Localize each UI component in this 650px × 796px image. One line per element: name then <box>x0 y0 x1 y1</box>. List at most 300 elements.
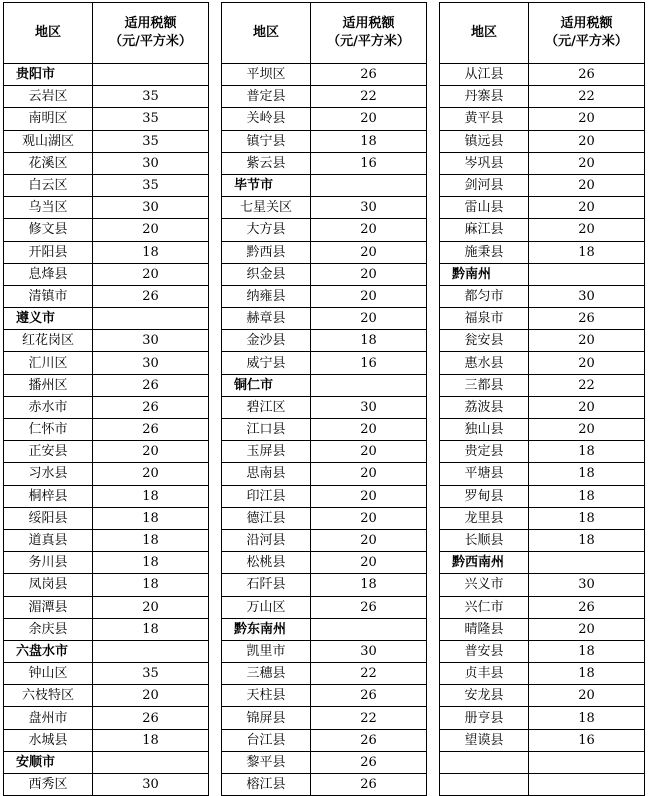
region-cell: 余庆县 <box>4 618 93 640</box>
table-row <box>222 285 427 307</box>
group-header-row <box>222 174 427 196</box>
region-cell: 施秉县 <box>440 241 529 263</box>
region-cell: 正安县 <box>4 441 93 463</box>
region-cell: 修文县 <box>4 219 93 241</box>
table-row <box>4 330 209 352</box>
table-row <box>440 86 645 108</box>
table-row <box>4 374 209 396</box>
rate-cell: 20 <box>529 618 645 640</box>
rate-cell: 26 <box>93 374 209 396</box>
rate-cell: 20 <box>311 219 427 241</box>
table-row <box>222 308 427 330</box>
header-region: 地区 <box>4 3 93 64</box>
rate-cell: 20 <box>93 219 209 241</box>
region-cell: 息烽县 <box>4 263 93 285</box>
table-row <box>4 219 209 241</box>
rate-cell: 20 <box>529 396 645 418</box>
rate-cell: 18 <box>529 707 645 729</box>
region-cell: 赫章县 <box>222 308 311 330</box>
region-cell: 绥阳县 <box>4 507 93 529</box>
header-rate <box>93 3 209 64</box>
rate-cell: 35 <box>93 174 209 196</box>
table-row <box>440 485 645 507</box>
table-panel-1 <box>3 2 209 796</box>
rate-cell: 18 <box>311 330 427 352</box>
region-cell: 赤水市 <box>4 396 93 418</box>
region-cell <box>440 751 529 773</box>
rate-cell: 20 <box>93 263 209 285</box>
table-row <box>4 130 209 152</box>
table-row <box>222 441 427 463</box>
group-header-row <box>440 552 645 574</box>
table-row <box>222 485 427 507</box>
table-row <box>4 596 209 618</box>
region-cell: 兴仁市 <box>440 596 529 618</box>
table-row <box>440 463 645 485</box>
region-cell: 丹寨县 <box>440 86 529 108</box>
region-cell: 贞丰县 <box>440 663 529 685</box>
rate-cell: 18 <box>529 507 645 529</box>
rate-cell <box>93 751 209 773</box>
table-row <box>440 352 645 374</box>
city-name-cell: 安顺市 <box>4 751 93 773</box>
region-cell: 金沙县 <box>222 330 311 352</box>
rate-cell: 35 <box>93 108 209 130</box>
table-row <box>440 241 645 263</box>
region-cell: 务川县 <box>4 552 93 574</box>
table-row <box>440 197 645 219</box>
region-cell: 湄潭县 <box>4 596 93 618</box>
region-cell: 瓮安县 <box>440 330 529 352</box>
table-row <box>4 729 209 751</box>
rate-cell: 26 <box>311 729 427 751</box>
rate-cell: 20 <box>529 197 645 219</box>
region-cell: 德江县 <box>222 507 311 529</box>
rate-cell: 18 <box>311 130 427 152</box>
region-cell: 观山湖区 <box>4 130 93 152</box>
table-row <box>4 618 209 640</box>
table-row <box>222 640 427 662</box>
rate-cell: 16 <box>529 729 645 751</box>
rate-cell: 18 <box>529 463 645 485</box>
city-name-cell: 毕节市 <box>222 174 311 196</box>
rate-cell <box>529 552 645 574</box>
header-rate <box>529 3 645 64</box>
region-cell: 仁怀市 <box>4 419 93 441</box>
tax-rate-table <box>3 2 209 796</box>
table-row <box>440 707 645 729</box>
header-rate-line1: 适用税额 <box>124 16 177 31</box>
region-cell: 剑河县 <box>440 174 529 196</box>
table-row <box>4 174 209 196</box>
rate-cell: 35 <box>93 86 209 108</box>
table-row <box>222 219 427 241</box>
rate-cell: 22 <box>311 707 427 729</box>
region-cell: 六枝特区 <box>4 685 93 707</box>
city-name-cell: 贵阳市 <box>4 64 93 86</box>
header-rate <box>311 3 427 64</box>
rate-cell: 20 <box>529 685 645 707</box>
table-row <box>222 529 427 551</box>
rate-cell: 18 <box>529 441 645 463</box>
table-row <box>4 241 209 263</box>
region-cell: 云岩区 <box>4 86 93 108</box>
rate-cell: 20 <box>93 596 209 618</box>
header-region: 地区 <box>440 3 529 64</box>
table-row <box>4 574 209 596</box>
rate-cell <box>311 374 427 396</box>
region-cell: 大方县 <box>222 219 311 241</box>
table-row <box>4 707 209 729</box>
rate-cell: 20 <box>529 152 645 174</box>
rate-cell <box>93 308 209 330</box>
table-row <box>222 774 427 796</box>
rate-cell: 26 <box>93 707 209 729</box>
region-cell: 碧江区 <box>222 396 311 418</box>
city-name-cell: 六盘水市 <box>4 640 93 662</box>
table-row <box>4 197 209 219</box>
rate-cell: 20 <box>311 441 427 463</box>
rate-cell: 20 <box>311 419 427 441</box>
table-row <box>222 685 427 707</box>
table-row <box>440 507 645 529</box>
rate-cell: 20 <box>311 263 427 285</box>
rate-cell: 18 <box>529 663 645 685</box>
rate-cell <box>311 174 427 196</box>
city-name-cell: 铜仁市 <box>222 374 311 396</box>
table-row <box>222 197 427 219</box>
table-row <box>440 419 645 441</box>
rate-cell: 30 <box>93 774 209 796</box>
region-cell: 龙里县 <box>440 507 529 529</box>
rate-cell: 26 <box>311 685 427 707</box>
table-row <box>222 419 427 441</box>
region-cell: 习水县 <box>4 463 93 485</box>
region-cell: 平坝区 <box>222 64 311 86</box>
rate-cell: 20 <box>529 352 645 374</box>
table-row <box>222 108 427 130</box>
region-cell: 望谟县 <box>440 729 529 751</box>
rate-cell: 22 <box>311 663 427 685</box>
region-cell: 水城县 <box>4 729 93 751</box>
region-cell: 都匀市 <box>440 285 529 307</box>
region-cell: 独山县 <box>440 419 529 441</box>
rate-cell: 18 <box>311 574 427 596</box>
header-rate-line2: （元/平方米） <box>109 34 192 49</box>
region-cell: 晴隆县 <box>440 618 529 640</box>
group-header-row <box>4 64 209 86</box>
table-row <box>222 130 427 152</box>
table-row <box>4 507 209 529</box>
region-cell: 播州区 <box>4 374 93 396</box>
city-name-cell: 黔东南州 <box>222 618 311 640</box>
region-cell: 平塘县 <box>440 463 529 485</box>
region-cell: 万山区 <box>222 596 311 618</box>
region-cell: 钟山区 <box>4 663 93 685</box>
group-header-row <box>4 640 209 662</box>
rate-cell: 16 <box>311 152 427 174</box>
rate-cell: 30 <box>93 152 209 174</box>
rate-cell: 18 <box>93 729 209 751</box>
region-cell: 普安县 <box>440 640 529 662</box>
table-row <box>4 152 209 174</box>
rate-cell: 20 <box>529 108 645 130</box>
rate-cell: 16 <box>311 352 427 374</box>
region-cell: 普定县 <box>222 86 311 108</box>
rate-cell: 20 <box>311 485 427 507</box>
region-cell: 玉屏县 <box>222 441 311 463</box>
region-cell <box>440 774 529 796</box>
city-name-cell: 黔南州 <box>440 263 529 285</box>
rate-cell: 20 <box>311 463 427 485</box>
table-row <box>222 751 427 773</box>
rate-cell: 20 <box>529 419 645 441</box>
region-cell: 西秀区 <box>4 774 93 796</box>
region-cell: 乌当区 <box>4 197 93 219</box>
region-cell: 关岭县 <box>222 108 311 130</box>
rate-cell: 18 <box>529 529 645 551</box>
table-row <box>4 441 209 463</box>
region-cell: 清镇市 <box>4 285 93 307</box>
table-panel-2 <box>221 2 427 796</box>
rate-cell: 30 <box>529 285 645 307</box>
region-cell: 长顺县 <box>440 529 529 551</box>
header-rate-line2: （元/平方米） <box>545 34 628 49</box>
rate-cell: 20 <box>93 685 209 707</box>
rate-cell: 22 <box>529 86 645 108</box>
table-header-row <box>440 3 645 64</box>
rate-cell <box>311 618 427 640</box>
header-region: 地区 <box>222 3 311 64</box>
table-row <box>4 663 209 685</box>
region-cell: 福泉市 <box>440 308 529 330</box>
table-row <box>440 64 645 86</box>
table-row <box>440 729 645 751</box>
region-cell: 三都县 <box>440 374 529 396</box>
region-cell: 汇川区 <box>4 352 93 374</box>
region-cell: 花溪区 <box>4 152 93 174</box>
table-row <box>222 396 427 418</box>
region-cell: 贵定县 <box>440 441 529 463</box>
region-cell: 雷山县 <box>440 197 529 219</box>
table-row <box>222 86 427 108</box>
rate-cell: 18 <box>529 485 645 507</box>
table-row <box>222 574 427 596</box>
rate-cell: 18 <box>529 241 645 263</box>
rate-cell: 18 <box>93 618 209 640</box>
region-cell: 罗甸县 <box>440 485 529 507</box>
table-row <box>222 152 427 174</box>
region-cell: 思南县 <box>222 463 311 485</box>
table-header-row <box>222 3 427 64</box>
region-cell: 岑巩县 <box>440 152 529 174</box>
rate-cell: 20 <box>311 529 427 551</box>
region-cell: 南明区 <box>4 108 93 130</box>
region-cell: 榕江县 <box>222 774 311 796</box>
rate-cell: 35 <box>93 663 209 685</box>
rate-cell: 26 <box>529 64 645 86</box>
rate-cell: 20 <box>529 219 645 241</box>
rate-cell: 20 <box>529 330 645 352</box>
table-row <box>440 596 645 618</box>
region-cell: 镇远县 <box>440 130 529 152</box>
rate-cell: 30 <box>311 396 427 418</box>
region-cell: 松桃县 <box>222 552 311 574</box>
table-row <box>440 574 645 596</box>
rate-cell: 26 <box>311 64 427 86</box>
table-row <box>222 463 427 485</box>
rate-cell: 20 <box>311 552 427 574</box>
region-cell: 三穗县 <box>222 663 311 685</box>
table-row <box>440 219 645 241</box>
rate-cell: 26 <box>311 774 427 796</box>
table-row <box>222 352 427 374</box>
rate-cell: 20 <box>311 108 427 130</box>
rate-cell: 35 <box>93 130 209 152</box>
table-row <box>4 263 209 285</box>
table-row <box>440 618 645 640</box>
table-row <box>440 285 645 307</box>
rate-cell: 18 <box>93 529 209 551</box>
region-cell: 黄平县 <box>440 108 529 130</box>
table-row <box>4 352 209 374</box>
rate-cell: 18 <box>93 485 209 507</box>
table-row <box>4 108 209 130</box>
table-row <box>222 64 427 86</box>
region-cell: 册亨县 <box>440 707 529 729</box>
rate-cell: 30 <box>529 574 645 596</box>
region-cell: 锦屏县 <box>222 707 311 729</box>
region-cell: 织金县 <box>222 263 311 285</box>
region-cell: 从江县 <box>440 64 529 86</box>
region-cell: 印江县 <box>222 485 311 507</box>
table-row <box>4 529 209 551</box>
rate-cell: 20 <box>529 174 645 196</box>
region-cell: 天柱县 <box>222 685 311 707</box>
table-row <box>440 774 645 796</box>
table-row <box>440 174 645 196</box>
city-name-cell: 黔西南州 <box>440 552 529 574</box>
group-header-row <box>222 374 427 396</box>
rate-cell <box>529 263 645 285</box>
rate-cell: 26 <box>529 308 645 330</box>
region-cell: 凯里市 <box>222 640 311 662</box>
rate-cell: 30 <box>93 352 209 374</box>
table-row <box>222 707 427 729</box>
rate-cell: 20 <box>529 130 645 152</box>
rate-cell: 26 <box>93 419 209 441</box>
rate-cell: 26 <box>93 396 209 418</box>
rate-cell: 20 <box>311 285 427 307</box>
rate-cell: 26 <box>311 751 427 773</box>
region-cell: 黎平县 <box>222 751 311 773</box>
table-row <box>440 396 645 418</box>
region-cell: 红花岗区 <box>4 330 93 352</box>
table-row <box>4 419 209 441</box>
region-cell: 黔西县 <box>222 241 311 263</box>
header-rate-line1: 适用税额 <box>342 16 395 31</box>
region-cell: 石阡县 <box>222 574 311 596</box>
table-row <box>440 374 645 396</box>
table-row <box>4 552 209 574</box>
header-rate-line1: 适用税额 <box>560 16 613 31</box>
region-cell: 七星关区 <box>222 197 311 219</box>
rate-cell: 20 <box>311 241 427 263</box>
rate-cell: 26 <box>93 285 209 307</box>
group-header-row <box>4 751 209 773</box>
table-row <box>440 330 645 352</box>
region-cell: 威宁县 <box>222 352 311 374</box>
table-row <box>222 729 427 751</box>
table-row <box>440 441 645 463</box>
table-row <box>4 685 209 707</box>
table-row <box>440 640 645 662</box>
rate-cell: 20 <box>311 507 427 529</box>
region-cell: 沿河县 <box>222 529 311 551</box>
table-row <box>222 507 427 529</box>
table-row <box>440 308 645 330</box>
region-cell: 开阳县 <box>4 241 93 263</box>
header-rate-line2: （元/平方米） <box>327 34 410 49</box>
table-row <box>440 108 645 130</box>
rate-cell: 20 <box>311 308 427 330</box>
table-panel-3 <box>439 2 645 796</box>
table-row <box>440 529 645 551</box>
region-cell: 麻江县 <box>440 219 529 241</box>
rate-cell: 26 <box>311 596 427 618</box>
city-name-cell: 遵义市 <box>4 308 93 330</box>
region-cell: 惠水县 <box>440 352 529 374</box>
table-row <box>222 330 427 352</box>
region-cell: 凤岗县 <box>4 574 93 596</box>
region-cell: 白云区 <box>4 174 93 196</box>
region-cell: 镇宁县 <box>222 130 311 152</box>
region-cell: 江口县 <box>222 419 311 441</box>
rate-cell: 30 <box>93 330 209 352</box>
table-row <box>4 774 209 796</box>
region-cell: 台江县 <box>222 729 311 751</box>
rate-cell: 18 <box>93 241 209 263</box>
table-row <box>222 552 427 574</box>
group-header-row <box>4 308 209 330</box>
region-cell: 纳雍县 <box>222 285 311 307</box>
table-row <box>4 396 209 418</box>
rate-cell: 18 <box>93 574 209 596</box>
rate-cell <box>529 751 645 773</box>
rate-cell <box>93 640 209 662</box>
table-row <box>440 685 645 707</box>
table-row <box>440 152 645 174</box>
table-row <box>222 241 427 263</box>
region-cell: 桐梓县 <box>4 485 93 507</box>
table-row <box>440 663 645 685</box>
group-header-row <box>440 263 645 285</box>
table-row <box>222 596 427 618</box>
rate-cell: 30 <box>311 197 427 219</box>
tax-rate-table <box>221 2 427 796</box>
rate-cell: 18 <box>93 507 209 529</box>
rate-cell: 22 <box>529 374 645 396</box>
rate-cell: 30 <box>93 197 209 219</box>
rate-cell: 22 <box>311 86 427 108</box>
rate-cell <box>93 64 209 86</box>
table-row <box>4 463 209 485</box>
region-cell: 安龙县 <box>440 685 529 707</box>
group-header-row <box>222 618 427 640</box>
rate-cell: 18 <box>529 640 645 662</box>
table-row <box>4 285 209 307</box>
region-cell: 盘州市 <box>4 707 93 729</box>
